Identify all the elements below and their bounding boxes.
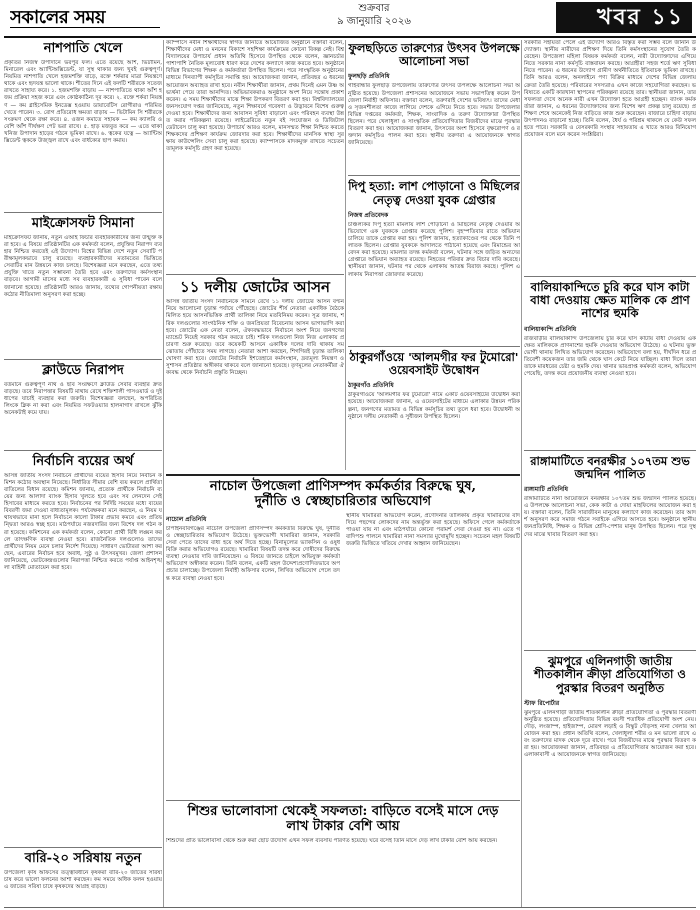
headline: শিশুর ভালোবাসা থেকেই সফলতা: বাড়িতে বসেই মাসে দেড় লাখ টাকার বেশি আয় bbox=[187, 803, 499, 834]
headline: নির্বাচনি ব্যয়ের অর্থ bbox=[32, 453, 134, 469]
column-2 bbox=[166, 40, 344, 470]
column-divider bbox=[521, 40, 522, 907]
article-child-love-success bbox=[166, 805, 520, 854]
byline: স্টাফ রিপোর্টার bbox=[524, 699, 560, 707]
column-3 bbox=[348, 40, 520, 470]
weekday: শুক্রবার bbox=[358, 3, 390, 14]
page-number: ১১ bbox=[651, 4, 684, 30]
divider bbox=[4, 359, 162, 360]
article-thakurgaon-website bbox=[348, 351, 520, 452]
article-rangamati-birthday bbox=[524, 455, 696, 646]
headline: নাচোল উপজেলা প্রাণিসম্পদ কর্মকর্তার বিরুদ্ধে ঘুষ, দুর্নীতি ও স্বেচ্ছাচারিতার অভিযোগ bbox=[209, 479, 477, 509]
article-election-cost bbox=[4, 455, 162, 843]
headline: দিপু হত্যা: লাশ পোড়ানো ও মিছিলের নেতৃত্ব দেওয়া যুবক গ্রেপ্তার bbox=[348, 179, 520, 207]
article-mustard bbox=[4, 852, 162, 907]
column-4 bbox=[524, 40, 696, 907]
article-body: চাঞ্চল্যকর দিপু হত্যা মামলায় লাশ পোড়ানো ও মিছিলের নেতৃত্ব দেওয়ার অভিযোগে এক যুবককে গ্রেপ্তার করেছে পুলিশ। বৃহস্পতিবার রাতে অভিযান চালিয়ে তাকে গ্রেপ্তার করা হয়। পুলিশ জানায়, হত্যাকাণ্ডের পর থেকে তিনি পলাতক ছিলেন। গ্রেপ্তার যুবককে আদালতে পাঠানো হয়েছে এবং রিমান্ডের আবেদন করা হয়েছে। মামলার তদন্ত কর্মকর্তা বলেন, ঘটনার সঙ্গে জড়িত অন্যদের গ্রেপ্তারে অভিযান অব্যাহত রয়েছে। নিহতের পরিবার দ্রুত বিচার দাবি করেছে। স্থানীয়রা জানান, ঘটনার পর থেকে এলাকায় আতঙ্ক বিরাজ করছে। পুলিশ এলাকায় নিরাপত্তা জোরদার করেছে। bbox=[348, 221, 520, 278]
article-body: মাইক্রোসফট জানায়, নতুন এআই ফিচার ব্যবহারকারীদের জন্য উন্মুক্ত করা হবে। এ বিষয়ে প্রতিষ্ঠানটির এক কর্মকর্তা বলেন, প্রযুক্তির নিরাপদ ব্যবহার নিশ্চিত করতেই এই উদ্যোগ। বিশ্বের বিভিন্ন দেশে নতুন সেবাটি পরীক্ষামূলকভাবে চালু রয়েছে। ব্যবহারকারীদের মতামতের ভিত্তিতে সেবাটির মান উন্নয়নে কাজ চলছে। বিশেষজ্ঞরা মনে করছেন, এতে তথ্যপ্রযুক্তি খাতে নতুন সম্ভাবনা তৈরি হবে এবং তরুণদের কর্মসংস্থান বাড়বে। আগামী মাসের মধ্যে সব ব্যবহারকারী এ সুবিধা পাবেন বলে জানানো হয়েছে। প্রতিষ্ঠানটি আরও জানায়, তথ্যের গোপনীয়তা রক্ষায় কঠোর নীতিমালা অনুসরণ করা হচ্ছে। bbox=[4, 234, 162, 298]
divider bbox=[4, 847, 162, 848]
article-cloud bbox=[4, 364, 162, 446]
article-baliakandi-threat bbox=[524, 281, 696, 446]
byline: বালিয়াকান্দি প্রতিনিধি bbox=[524, 325, 577, 333]
headline: বালিয়াকান্দিতে চুরি করে ঘাস কাটা বাধা দেওয়ায় ক্ষেত মালিক কে প্রাণ নাশের হুমকি bbox=[530, 280, 690, 321]
article-body: রাঙ্গামাটিতে নানা আয়োজনে বনরক্ষীর ১০৭তম শুভ জন্মদিন পালিত হয়েছে। এ উপলক্ষে আলোচনা সভা, কেক কাটা ও দোয়া মাহফিলের আয়োজন করা হয়। বক্তারা বলেন, তিনি সারাজীবন মানুষের কল্যাণে কাজ করেছেন। তার আদর্শ অনুসরণ করে সমাজ গঠনে সবাইকে এগিয়ে আসতে হবে। অনুষ্ঠানে স্থানীয় জনপ্রতিনিধি, শিক্ষক ও বিভিন্ন শ্রেণি-পেশার মানুষ উপস্থিত ছিলেন। পরে দুস্থদের মাঝে খাবার বিতরণ করা হয়। bbox=[524, 496, 696, 538]
article-body: গাইবান্ধার ফুলছড়ি উপজেলায় তারুণ্যের উৎসব উপলক্ষে আলোচনা সভা অনুষ্ঠিত হয়েছে। উপজেলা প্রশাসনের আয়োজনে সভায় সভাপতিত্ব করেন উপজেলা নির্বাহী অফিসার। বক্তারা বলেন, তরুণরাই দেশের ভবিষ্যৎ। তাদের মেধা ও সৃজনশীলতা কাজে লাগিয়ে দেশকে এগিয়ে নিতে হবে। সভায় উপজেলার বিভিন্ন দপ্তরের কর্মকর্তা, শিক্ষক, সাংবাদিক ও তরুণ উদ্যোক্তারা উপস্থিত ছিলেন। পরে খেলাধুলা ও সাংস্কৃতিক প্রতিযোগিতার বিজয়ীদের মাঝে পুরস্কার বিতরণ করা হয়। আয়োজকরা জানান, উৎসবের অংশ হিসেবে বৃক্ষরোপণ ও রক্তদান কর্মসূচিও পালন করা হবে। স্থানীয় তরুণরা এ আয়োজনকে স্বাগত জানিয়েছে। bbox=[348, 83, 520, 147]
divider bbox=[166, 800, 520, 801]
byline: ঠাকুরগাঁও প্রতিনিধি bbox=[348, 382, 394, 390]
divider bbox=[524, 450, 696, 451]
masthead-logo: সকালের সময় bbox=[10, 3, 160, 28]
article-body: আসন্ন জাতীয় সংসদ নির্বাচনে প্রার্থীদের ব্যয়ের হিসাব নিয়ে নির্বাচন কমিশন কঠোর অবস্থান নিয়েছে। নির্ধারিত সীমার বেশি ব্যয় করলে প্রার্থিতা বাতিলের বিধান রয়েছে। কমিশন জানায়, প্রত্যেক প্রার্থীকে নির্বাচনি ব্যয়ের জন্য আলাদা ব্যাংক হিসাব খুলতে হবে এবং সব লেনদেন সেই হিসাবের মাধ্যমে করতে হবে। নির্বাচনের পর নির্দিষ্ট সময়ের মধ্যে ব্যয়ের বিবরণী জমা দেওয়া বাধ্যতামূলক। পর্যবেক্ষকরা মনে করছেন, এ নিয়ম যথাযথভাবে মানা হলে নির্বাচনে কালো টাকার প্রভাব কমবে এবং প্রতিদ্বন্দ্বিতা আরও স্বচ্ছ হবে। মাঠপর্যায়ে নজরদারির জন্য বিশেষ দল গঠন করা হয়েছে। কমিশনের এক কর্মকর্তা বলেন, কোনো প্রার্থী বিধি লঙ্ঘন করলে তাৎক্ষণিক ব্যবস্থা নেওয়া হবে। রাজনৈতিক দলগুলোও তাদের প্রার্থীদের নিয়ম মেনে চলার নির্দেশ দিয়েছে। সাধারণ ভোটাররা আশা করছেন, এবারের নির্বাচন হবে অবাধ, সুষ্ঠু ও উৎসবমুখর। জেলা প্রশাসন জানিয়েছে, ভোটকেন্দ্রগুলোর নিরাপত্তা নিশ্চিত করতে পর্যাপ্ত আইনশৃঙ্খলা বাহিনী মোতায়েন করা হবে। bbox=[4, 472, 162, 571]
byline: রাঙ্গামাটি প্রতিনিধি bbox=[524, 486, 568, 494]
divider bbox=[4, 212, 162, 213]
article-body: আসন্ন জাতীয় সংসদ নির্বাচনকে সামনে রেখে ১১ দলীয় জোটের আসন বণ্টন নিয়ে আলোচনা চূড়ান্ত পর্যায়ে পৌঁছেছে। জোটের শীর্ষ নেতারা একাধিক বৈঠকে মিলিত হয়ে আসনভিত্তিক প্রার্থী তালিকা নিয়ে মতবিনিময় করেন। সূত্র জানায়, শরিক দলগুলোর সাংগঠনিক শক্তি ও জনপ্রিয়তা বিবেচনায় আসন ভাগাভাগি করা হবে। জোটের এক নেতা বলেন, ঐক্যবদ্ধভাবে নির্বাচনে অংশ নিয়ে জনগণের ম্যান্ডেট নিয়েই সরকার গঠন করতে চাই। শরিক দলগুলো নিজ নিজ এলাকায় প্রচারণা শুরু করেছে। তবে কয়েকটি আসনে একাধিক দলের দাবি থাকায় সমঝোতায় পৌঁছাতে সময় লাগছে। নেতারা আশা করছেন, শিগগিরই চূড়ান্ত তালিকা ঘোষণা করা হবে। জোটের নির্বাচনি ইশতেহারে কর্মসংস্থান, দ্রব্যমূল্য নিয়ন্ত্রণ ও সুশাসন প্রতিষ্ঠার অঙ্গীকার থাকবে বলে জানানো হয়েছে। তৃণমূলের নেতাকর্মীরা ঐক্যবদ্ধ থেকে নির্বাচনি প্রস্তুতি নিচ্ছেন। bbox=[166, 299, 344, 377]
article-winter-sports bbox=[524, 655, 696, 907]
section-name: খবর bbox=[596, 4, 642, 30]
divider bbox=[348, 175, 520, 176]
issue-date: ৯ জানুয়ারি ২০২৬ bbox=[337, 16, 411, 27]
article-body: উপজেলা কৃষি অফিসের তত্ত্বাবধানে কৃষকরা বারি-২০ জাতের সরিষা চাষ করে ভালো ফলনের আশা করছেন। কম সময়ে অধিক ফলন হওয়ায় এ জাতের সরিষা চাষে কৃষকদের আগ্রহ বাড়ছে। bbox=[4, 869, 162, 890]
divider bbox=[348, 346, 520, 347]
headline: ক্লাউডে নিরাপদ bbox=[42, 362, 124, 378]
section-badge bbox=[556, 2, 692, 33]
divider bbox=[166, 274, 344, 275]
column-divider bbox=[345, 40, 346, 470]
divider bbox=[4, 450, 162, 451]
article-body: স্থানীয় খামারিরা অভিযোগ করেন, প্রণোদনার তালিকায় প্রকৃত খামারিদের বাদ দিয়ে পছন্দের লোকদের নাম অন্তর্ভুক্ত করা হয়েছে। অফিসে গেলে কর্মকর্তাকে পাওয়া যায় না এবং মাঠপর্যায়ে কোনো পরামর্শ সেবা দেওয়া হয় না। এতে গবাদিপশু পালনে খামারিরা নানা সমস্যার মুখোমুখি হচ্ছেন। সচেতন মহল বিষয়টি জরুরি ভিত্তিতে খতিয়ে দেখার আহ্বান জানিয়েছেন। bbox=[346, 512, 520, 548]
article-body: শিশুদের প্রতি ভালোবাসা থেকে শুরু করা ছোট উদ্যোগ এখন সফল ব্যবসায় পরিণত হয়েছে। ঘরে বসেই তিনি মাসে দেড় লাখ টাকার বেশি আয় করছেন। bbox=[166, 837, 498, 844]
byline: নিজস্ব প্রতিবেদক bbox=[348, 211, 389, 219]
date-box bbox=[304, 2, 444, 28]
headline: মাইক্রোসফট সিমানা bbox=[31, 215, 135, 231]
article-pear bbox=[4, 42, 162, 208]
article-body: বর্তমানে গুরুত্বপূর্ণ নথি ও ছবি সংরক্ষণে ক্লাউড সেবার ব্যবহার দ্রুত বাড়ছে। তবে নিরাপত্তার বিষয়টি মাথায় রেখে শক্তিশালী পাসওয়ার্ড ও দুই ধাপের যাচাই ব্যবহার করা জরুরি। বিশেষজ্ঞরা বলছেন, অপরিচিত লিংকে ক্লিক না করা এবং নিয়মিত সফটওয়্যার হালনাগাদ রাখলে ঝুঁকি অনেকটাই কমে যায়। bbox=[4, 381, 162, 417]
byline: ফুলছড়ি প্রতিনিধি bbox=[348, 73, 390, 81]
headline: ঝুমপুরে এলিনগাড়ী জাতীয় শীতকালীন ক্রীড়া প্রতিযোগিতা ও পুরস্কার বিতরণ অনুষ্ঠিত bbox=[534, 654, 686, 695]
bottom-rule bbox=[4, 907, 696, 908]
headline: বারি-২০ সরিষায় নতুন bbox=[24, 850, 142, 866]
lower-span bbox=[166, 474, 520, 904]
headline: রাঙ্গামাটিতে বনরক্ষীর ১০৭তম শুভ জন্মদিন পালিত bbox=[530, 453, 690, 481]
byline: নাচোল প্রতিনিধি bbox=[166, 515, 207, 523]
divider bbox=[524, 276, 696, 277]
article-body: সরকারি সহায়তা পেলে এই উদ্যোগ আরও বিস্তৃত করা সম্ভব বলে জানান উদ্যোক্তা। স্থানীয় নারীদের প্রশিক্ষণ দিয়ে তিনি কর্মসংস্থানের সুযোগ তৈরি করেছেন। উপজেলা মহিলা বিষয়ক কর্মকর্তা বলেন, নারী উদ্যোক্তাদের এগিয়ে নিতে সরকার নানা কর্মসূচি বাস্তবায়ন করছে। আগ্রহীরা সহজ শর্তে ঋণ সুবিধা নিতে পারেন। এ ধরনের উদ্যোগ গ্রামীণ অর্থনীতিতে ইতিবাচক ভূমিকা রাখছে। তিনি আরও বলেন, অনলাইনে পণ্য বিক্রির মাধ্যমে দেশের বিভিন্ন জেলায় ক্রেতা তৈরি হয়েছে। পরিবারের সদস্যরাও এখন কাজে সহযোগিতা করছেন। ভবিষ্যতে একটি কারখানা স্থাপনের পরিকল্পনা রয়েছে তার। স্থানীয়রা জানান, তার সফলতা দেখে অনেক নারী এখন উদ্যোক্তা হতে আগ্রহী হচ্ছেন। ব্যাংক কর্মকর্তারা জানান, এ ধরনের উদ্যোক্তাদের জন্য বিশেষ ঋণ প্রকল্প চালু রয়েছে। প্রশিক্ষণ শেষে অনেকেই নিজ বাড়িতে কাজ শুরু করেছেন। বাজারে চাহিদা বাড়ায় উৎপাদনও বাড়ানো হচ্ছে। তিনি বলেন, ধৈর্য ও পরিশ্রম থাকলে যে কেউ সফল হতে পারে। সরকারি ও বেসরকারি সংস্থার সহায়তায় এ খাতে আরও বিনিয়োগ প্রয়োজন বলে মনে করেন সংশ্লিষ্টরা। bbox=[524, 40, 696, 139]
article-dipu-murder bbox=[348, 180, 520, 341]
article-body: প্রকৃতির নিজস্ব উপাদানে ভরপুর ফল। এতে রয়েছে আঁশ, ভিটামিন, মিনারেল এবং অ্যান্টিঅক্সিডেন্ট, যা সুস্থ থাকার জন্য খুবই গুরুত্বপূর্ণ। নিয়মিত নাশপাতি খেলে হজমশক্তি বাড়ে, রক্তে শর্করার মাত্রা নিয়ন্ত্রণে থাকে এবং হৃদযন্ত্র ভালো থাকে। শীতের দিনে এই ফলটি শরীরকে সতেজ রাখতে সাহায্য করে। ১. হজমশক্তি বাড়ায় — নাশপাতিতে থাকা আঁশ হজম প্রক্রিয়া সহজ করে এবং কোষ্ঠকাঠিন্য দূর করে। ২. রক্তে শর্করা নিয়ন্ত্রণ — কম গ্লাইসেমিক ইনডেক্স হওয়ায় ডায়াবেটিস রোগীরাও পরিমিত খেতে পারেন। ৩. রোগ প্রতিরোধ ক্ষমতা বাড়ায় — ভিটামিন সি শরীরকে সংক্রমণ থেকে রক্ষা করে। ৪. ওজন কমাতে সহায়ক — কম ক্যালরি ও বেশি আঁশ দীর্ঘক্ষণ পেট ভরা রাখে। ৫. হাড় মজবুত করে — এতে থাকা খনিজ উপাদান হাড়ের গঠনে ভূমিকা রাখে। ৬. ত্বকের যত্নে — অ্যান্টিঅক্সিডেন্ট ত্বককে উজ্জ্বল রাখে এবং বার্ধক্যের ছাপ কমায়। bbox=[4, 59, 162, 144]
page-header bbox=[4, 0, 696, 38]
column-divider bbox=[163, 40, 164, 907]
article-youth-festival bbox=[348, 42, 520, 171]
article-body: ঠাকুরগাঁওয়ে 'আলমগীর ফর টুমোরো' নামে একটি ওয়েবসাইটের উদ্বোধন করা হয়েছে। আয়োজকরা জানান, এ ওয়েবসাইটের মাধ্যমে এলাকার উন্নয়ন পরিকল্পনা, জনগণের মতামত ও বিভিন্ন কর্মসূচির তথ্য তুলে ধরা হবে। উদ্বোধনী অনুষ্ঠানে দলীয় নেতাকর্মী ও সুধীজন উপস্থিত ছিলেন। bbox=[348, 392, 520, 420]
headline: নাশপাতি খেলে bbox=[43, 41, 123, 56]
article-alliance-seats bbox=[166, 279, 344, 459]
article-nachol-corruption bbox=[166, 480, 520, 796]
article-body: ঝুমপুরে এলিনগাড়ী জাতীয় শীতকালীন ক্রীড়া প্রতিযোগিতা ও পুরস্কার বিতরণী অনুষ্ঠিত হয়েছে। প্রতিযোগিতায় বিভিন্ন বয়সী শতাধিক প্রতিযোগী অংশ নেয়। দৌড়, লংজাম্প, হাইজাম্প, মোরগ লড়াই ও বিস্কুট দৌড়সহ নানা খেলার আয়োজন করা হয়। প্রধান অতিথি বলেন, খেলাধুলা শরীর ও মন ভালো রাখে এবং তরুণদের মাদক থেকে দূরে রাখে। পরে বিজয়ীদের মাঝে পুরস্কার বিতরণ করা হয়। আয়োজকরা জানান, প্রতিবছর এ প্রতিযোগিতার আয়োজন করা হবে। এলাকাবাসী এ আয়োজনকে স্বাগত জানিয়েছে। bbox=[524, 709, 696, 759]
headline: ১১ দলীয় জোটের আসন bbox=[180, 278, 330, 296]
article-microsoft bbox=[4, 217, 162, 355]
divider bbox=[166, 474, 520, 476]
article-body: রাজবাড়ীর বালিয়াকান্দি উপজেলায় চুরি করে ঘাস কাটায় বাধা দেওয়ায় এক ক্ষেত মালিককে প্রাণনাশের হুমকি দেওয়ার অভিযোগ উঠেছে। এ ঘটনায় ভুক্তভোগী থানায় লিখিত অভিযোগ করেছেন। অভিযোগে বলা হয়, দীর্ঘদিন ধরে প্রতিবেশী কয়েকজন তার জমি থেকে ঘাস কেটে নিয়ে যাচ্ছিল। বাধা দিলে তারা তাকে মারধরের চেষ্টা ও হুমকি দেয়। থানার ভারপ্রাপ্ত কর্মকর্তা বলেন, অভিযোগ পেয়েছি, তদন্ত করে প্রয়োজনীয় ব্যবস্থা নেওয়া হবে। bbox=[524, 335, 696, 378]
headline: ঠাকুরগাঁওয়ে 'আলমগীর ফর টুমোরো' ওয়েবসাইট উদ্বোধন bbox=[349, 349, 519, 378]
divider bbox=[524, 650, 696, 651]
article-body: চাঁপাইনবাবগঞ্জের নাচোল উপজেলা প্রাণিসম্পদ কর্মকর্তার বিরুদ্ধে ঘুষ, দুর্নীতি ও স্বেচ্ছাচারিতার অভিযোগ উঠেছে। ভুক্তভোগী খামারিরা জানান, সরকারি সেবা পেতে তাদের বাধ্য হয়ে অর্থ দিতে হচ্ছে। বিনামূল্যের ভ্যাকসিন ও ওষুধ বিক্রি করার অভিযোগও রয়েছে। খামারিরা বিষয়টি তদন্ত করে দোষীদের বিরুদ্ধে ব্যবস্থা নেওয়ার দাবি জানিয়েছেন। এ বিষয়ে জানতে চাইলে অভিযুক্ত কর্মকর্তা অভিযোগ অস্বীকার করেন। তিনি বলেন, একটি মহল উদ্দেশ্যপ্রণোদিতভাবে অপপ্রচার চালাচ্ছে। উপজেলা নির্বাহী অফিসার বলেন, লিখিত অভিযোগ পেলে তদন্ত করে ব্যবস্থা নেওয়া হবে। bbox=[166, 525, 340, 582]
article-body: ক্যাম্পাসে নবীন শিক্ষার্থীদের স্বাগত জানাতে আয়োজিত অনুষ্ঠানে বক্তারা বলেন, শিক্ষার্থীদের মেধা ও মননের বিকাশে সহশিক্ষা কার্যক্রমের কোনো বিকল্প নেই। বিশ্ববিদ্যালয়ের উপাচার্য প্রধান অতিথি হিসেবে উপস্থিত থেকে বলেন, জ্ঞানচর্চার পাশাপাশি নৈতিক মূল্যবোধ ধারণ করে দেশের কল্যাণে কাজ করতে হবে। অনুষ্ঠানে বিভিন্ন বিভাগের শিক্ষক ও কর্মকর্তারা উপস্থিত ছিলেন। পরে সাংস্কৃতিক অনুষ্ঠানের মাধ্যমে দিনব্যাপী কর্মসূচির সমাপ্তি হয়। আয়োজকরা জানান, প্রতিবছর এ ধরনের আয়োজন অব্যাহত রাখা হবে। নবীন শিক্ষার্থীরা জানান, প্রথম দিনেই এমন উষ্ণ অভ্যর্থনা পেয়ে তারা আনন্দিত। অভিভাবকরাও অনুষ্ঠানে অংশ নিয়ে সন্তোষ প্রকাশ করেন। এ সময় শিক্ষার্থীদের মাঝে শিক্ষা উপকরণ বিতরণ করা হয়। বিশ্ববিদ্যালয়ের জনসংযোগ দপ্তর জানিয়েছে, নতুন শিক্ষাবর্ষে গবেষণা ও উদ্ভাবনে বিশেষ গুরুত্ব দেওয়া হবে। শিক্ষার্থীদের জন্য আবাসন সুবিধা বাড়ানো এবং পরিবহন ব্যবস্থা উন্নত করার পরিকল্পনা রয়েছে। লাইব্রেরিতে নতুন বই সংযোজন ও ডিজিটাল ডেটাবেস চালু করা হয়েছে। উপাচার্য আরও বলেন, মানসম্মত শিক্ষা নিশ্চিত করতে শিক্ষকদের প্রশিক্ষণ কার্যক্রম জোরদার করা হবে। শিক্ষার্থীদের মানসিক স্বাস্থ্য সুরক্ষায় কাউন্সেলিং সেবা চালু করা হয়েছে। ক্যাম্পাসকে মাদকমুক্ত রাখতে সচেতনতামূলক কর্মসূচি গ্রহণ করা হয়েছে। bbox=[166, 40, 344, 153]
headline: ফুলছড়িতে তারুণ্যের উৎসব উপলক্ষে আলোচনা সভা bbox=[348, 41, 520, 69]
column-1 bbox=[4, 40, 162, 907]
